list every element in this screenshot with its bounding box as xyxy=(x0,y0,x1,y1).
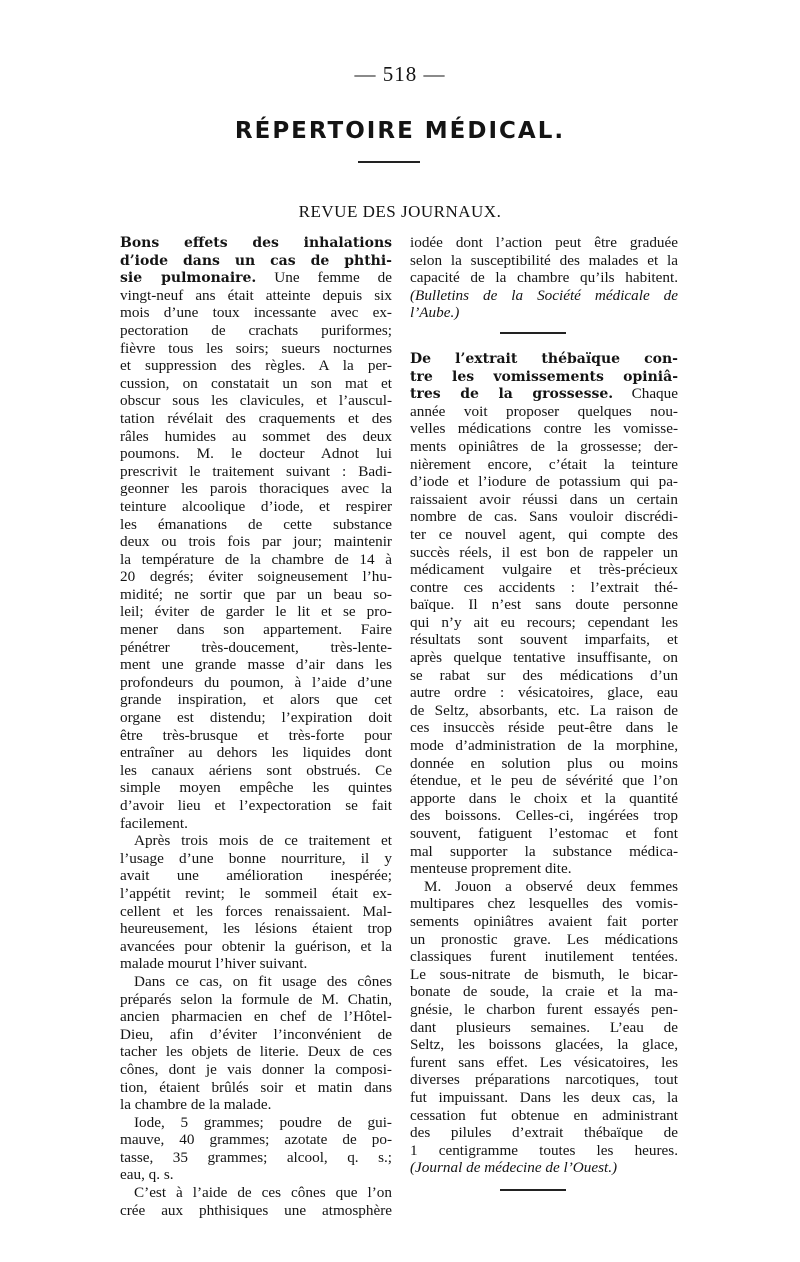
text-line xyxy=(410,1019,678,1037)
text-line xyxy=(410,913,678,931)
text-line xyxy=(120,1096,392,1114)
line-text: cussion, on constatait un son mat et xyxy=(120,374,392,392)
left-column xyxy=(120,234,392,1219)
text-line xyxy=(410,1054,678,1072)
line-text: simple moyen empêche les quintes xyxy=(120,779,392,797)
text-line xyxy=(120,480,392,498)
text-line xyxy=(410,649,678,667)
text-line xyxy=(120,920,392,938)
line-text: de Seltz, absorbants, etc. La raison de xyxy=(410,701,678,719)
text-line xyxy=(120,287,392,305)
line-text: ment une grande masse d’air dans les xyxy=(120,656,392,674)
page-title: RÉPERTOIRE MÉDICAL. xyxy=(234,118,566,144)
line-text: Iode, 5 grammes; poudre de gui- xyxy=(134,1113,392,1131)
text-line xyxy=(120,1149,392,1167)
line-text: Une femme de xyxy=(256,269,392,287)
line-text: d’avoir lieu et l’expectoration se fait xyxy=(120,797,392,814)
text-line xyxy=(410,420,678,438)
text-line xyxy=(120,304,392,322)
text-line xyxy=(120,498,392,516)
text-line xyxy=(410,579,678,597)
line-text: vingt-neuf ans était atteinte depuis six xyxy=(120,286,392,304)
article-separator xyxy=(500,1189,566,1191)
line-text: sements opiniâtres avaient fait porter xyxy=(410,912,678,930)
text-line xyxy=(410,931,678,949)
line-text: tasse, 35 grammes; alcool, q. s.; xyxy=(120,1148,392,1166)
text-line xyxy=(120,691,392,709)
text-line xyxy=(120,1061,392,1079)
line-text: classiques furent inutilement tentées. xyxy=(410,948,678,966)
line-text: et suppression des règles. A la per- xyxy=(120,357,392,375)
line-text: midité; ne sortir que par un beau so- xyxy=(120,585,392,603)
text-line xyxy=(120,656,392,674)
line-text: mal supporter la substance médica- xyxy=(410,842,678,860)
text-line xyxy=(410,1142,678,1160)
text-line xyxy=(410,966,678,984)
text-line xyxy=(120,744,392,762)
line-text: avancées pour obtenir la guérison, et la xyxy=(120,937,392,955)
text-line xyxy=(120,955,392,973)
line-text: après quelque tentative insuffisante, on xyxy=(410,649,678,667)
line-text: geonner les parois thoraciques avec la xyxy=(120,480,392,498)
text-line xyxy=(120,322,392,340)
text-line xyxy=(410,878,678,896)
line-text: ces insuccès réside peut-être dans le xyxy=(410,719,678,737)
text-line xyxy=(410,755,678,773)
text-line xyxy=(120,991,392,1009)
text-line xyxy=(410,1071,678,1089)
line-text: facilement. xyxy=(120,814,188,832)
article-heading: tres de la grossesse. xyxy=(410,386,614,403)
text-line xyxy=(120,428,392,446)
right-column xyxy=(410,234,678,1207)
citation: (Journal de médecine de l’Ouest.) xyxy=(410,1159,618,1177)
line-text: deux ou trois fois par jour; maintenir xyxy=(120,533,392,551)
page-number: — 518 — xyxy=(354,62,446,86)
text-line xyxy=(120,674,392,692)
line-text: fièvre tous les soirs; sueurs nocturnes xyxy=(120,339,392,357)
text-line xyxy=(410,631,678,649)
line-text: grande inspiration, et alors que cet xyxy=(120,691,392,709)
text-line xyxy=(120,1043,392,1061)
text-line xyxy=(120,1114,392,1132)
line-text: mener dans son appartement. Faire xyxy=(120,621,392,639)
line-text: eau, q. s. xyxy=(120,1166,174,1184)
line-text: heureusement, les lésions étaient trop xyxy=(120,920,392,938)
line-text: crée aux phthisiques une atmosphère xyxy=(120,1201,392,1219)
text-line xyxy=(410,473,678,491)
line-text: mois d’une toux incessante avec ex- xyxy=(120,304,392,322)
line-text: malade mourut l’hiver suivant. xyxy=(120,955,308,973)
line-text: furent sans effet. Les vésicatoires, les xyxy=(410,1053,678,1071)
text-line xyxy=(120,375,392,393)
text-line xyxy=(120,463,392,481)
line-text: ter ce nouvel agent, qui compte des xyxy=(410,525,678,543)
line-text: la température de la chambre de 14 à xyxy=(120,550,392,568)
line-text: année voit proposer quelques nou- xyxy=(410,402,678,420)
text-line xyxy=(120,445,392,463)
text-line xyxy=(410,825,678,843)
line-text: l’appétit revint; le sommeil était ex- xyxy=(120,884,392,902)
text-line xyxy=(120,603,392,621)
text-line xyxy=(120,1079,392,1097)
text-line xyxy=(120,1131,392,1149)
text-line xyxy=(120,269,392,287)
text-line xyxy=(410,403,678,421)
text-line xyxy=(120,815,392,833)
text-line xyxy=(120,779,392,797)
line-text: Dieu, afin d’éviter l’inconvénient de xyxy=(120,1025,392,1043)
article-heading: d’iode dans un cas de phthi- xyxy=(120,252,392,269)
text-line xyxy=(120,252,392,270)
text-line xyxy=(410,1001,678,1019)
text-line xyxy=(410,807,678,825)
line-text: menteuse proprement dite. xyxy=(410,860,572,878)
article-theba-extract xyxy=(410,350,678,1177)
line-text: multipares chez lesquelles des vomis- xyxy=(410,895,678,913)
text-line xyxy=(410,667,678,685)
text-line xyxy=(120,340,392,358)
line-text: ments opiniâtres de la grossesse; der- xyxy=(410,437,678,455)
text-line xyxy=(120,568,392,586)
text-line xyxy=(120,1026,392,1044)
text-line xyxy=(410,252,678,270)
text-line xyxy=(120,832,392,850)
line-text: qui n’y ait eu recours; cependant les xyxy=(410,613,678,631)
text-line xyxy=(120,1184,392,1202)
line-text: baïque. Il n’est sans doute personne xyxy=(410,596,678,614)
text-line xyxy=(120,1008,392,1026)
text-line xyxy=(120,938,392,956)
line-text: prescrivit le traitement suivant : Badi- xyxy=(120,462,392,480)
title-rule xyxy=(358,161,420,163)
line-text: d’iode et l’iodure de potassium qui pa- xyxy=(410,473,678,491)
text-line xyxy=(410,895,678,913)
line-text: Le sous-nitrate de bismuth, le bicar- xyxy=(410,965,678,983)
line-text: capacité de la chambre qu’ils habitent. xyxy=(410,269,678,287)
line-text: mauve, 40 grammes; azotate de po- xyxy=(120,1131,392,1149)
line-text: l’usage d’une bonne nourriture, il y xyxy=(120,849,392,867)
text-line xyxy=(410,1124,678,1142)
text-line xyxy=(120,867,392,885)
text-line xyxy=(120,586,392,604)
line-text: tation révélait des craquements et des xyxy=(120,409,392,427)
text-line xyxy=(120,903,392,921)
article-heading: Bons effets des inhalations xyxy=(120,235,392,251)
text-line xyxy=(120,1166,392,1184)
text-line xyxy=(410,350,678,368)
text-line xyxy=(120,885,392,903)
text-line xyxy=(120,973,392,991)
text-line xyxy=(410,508,678,526)
line-text: autre ordre : vésicatoires, glace, eau xyxy=(410,684,678,702)
line-text: nièrement encore, c’était la teinture xyxy=(410,455,678,473)
text-line xyxy=(120,709,392,727)
line-text: Chaque xyxy=(613,385,678,403)
article-iodine-conclusion xyxy=(410,234,678,322)
line-text: se rabat sur des médications d’un xyxy=(410,666,678,684)
text-line xyxy=(120,762,392,780)
text-line xyxy=(410,843,678,861)
text-line xyxy=(410,234,678,252)
text-line xyxy=(410,772,678,790)
text-line xyxy=(120,234,392,252)
line-text: les canaux aériens sont obstrués. Ce xyxy=(120,761,392,779)
line-text: médicament vulgaire et très-précieux xyxy=(410,561,678,579)
line-text: Après trois mois de ce traitement et xyxy=(134,832,392,850)
text-line xyxy=(410,790,678,808)
line-text: velles médications contre les vomisse- xyxy=(410,420,678,438)
text-line xyxy=(410,287,678,305)
line-text: les émanations de cette substance xyxy=(120,515,392,533)
text-line xyxy=(120,850,392,868)
line-text: succès réels, il est bon de rappeler un xyxy=(410,543,678,561)
section-title: REVUE DES JOURNAUX. xyxy=(298,202,502,221)
text-line xyxy=(410,702,678,720)
text-line xyxy=(410,860,678,878)
line-text: 1 centigramme toutes les heures. xyxy=(410,1141,678,1159)
line-text: contre ces accidents : l’extrait thé- xyxy=(410,578,678,596)
citation: l’Aube.) xyxy=(410,304,460,322)
line-text: souvent, fatiguent l’estomac et font xyxy=(410,825,678,842)
text-line xyxy=(410,269,678,287)
line-text: résultats sont souvent imparfaits, et xyxy=(410,631,678,649)
article-heading: tre les vomissements opiniâ- xyxy=(410,368,678,385)
text-line xyxy=(120,621,392,639)
line-text: la chambre de la malade. xyxy=(120,1096,272,1114)
line-text: poumons. M. le docteur Adnot lui xyxy=(120,445,392,463)
line-text: ancien pharmacien en chef de l’Hôtel- xyxy=(120,1008,392,1026)
text-line xyxy=(410,544,678,562)
line-text: un pronostic grave. Les médications xyxy=(410,930,678,948)
line-text: fut impuissant. Dans les deux cas, la xyxy=(410,1088,678,1106)
line-text: 20 degrés; éviter soigneusement l’hu- xyxy=(120,568,392,586)
article-separator xyxy=(500,332,566,334)
line-text: cellent et les forces renaissaient. Mal- xyxy=(120,902,392,920)
text-line xyxy=(120,797,392,815)
text-line xyxy=(410,368,678,386)
line-text: Seltz, les boissons glacées, la glace, xyxy=(410,1036,678,1054)
line-text: mode d’administration de la morphine, xyxy=(410,737,678,755)
text-line xyxy=(410,1089,678,1107)
line-text: pénétrer très-doucement, très-lente- xyxy=(120,638,392,656)
text-line xyxy=(410,737,678,755)
text-line xyxy=(410,491,678,509)
text-line xyxy=(410,1107,678,1125)
line-text: dant plusieurs semaines. L’eau de xyxy=(410,1018,678,1036)
text-line xyxy=(120,533,392,551)
text-line xyxy=(410,438,678,456)
text-line xyxy=(120,392,392,410)
line-text: iodée dont l’action peut être graduée xyxy=(410,234,678,251)
text-line xyxy=(120,516,392,534)
article-heading: sie pulmonaire. xyxy=(120,270,257,287)
text-line xyxy=(410,526,678,544)
text-line xyxy=(410,561,678,579)
line-text: obscur sous les clavicules, et l’auscul- xyxy=(120,392,392,410)
line-text: teinture alcoolique d’iode, et respirer xyxy=(120,497,392,515)
line-text: entraîner au dehors les liquides dont xyxy=(120,744,392,762)
text-line xyxy=(410,983,678,1001)
line-text: M. Jouon a observé deux femmes xyxy=(424,877,678,895)
text-line xyxy=(120,357,392,375)
text-line xyxy=(120,1202,392,1220)
line-text: préparés selon la formule de M. Chatin, xyxy=(120,990,392,1008)
citation: (Bulletins de la Société médicale de xyxy=(410,286,678,304)
line-text: apporte dans le choix et la quantité xyxy=(410,789,678,807)
text-line xyxy=(410,596,678,614)
line-text: cônes, dont je vais donner la composi- xyxy=(120,1060,392,1078)
line-text: profondeurs du poumon, à l’aide d’une xyxy=(120,673,392,691)
line-text: cessation fut obtenue en administrant xyxy=(410,1106,678,1124)
line-text: nombre de cas. Sans vouloir discrédi- xyxy=(410,508,678,526)
line-text: organe est distendu; l’expiration doit xyxy=(120,709,392,727)
text-line xyxy=(120,727,392,745)
line-text: des boissons. Celles-ci, ingérées trop xyxy=(410,807,678,825)
line-text: râles humides au sommet des deux xyxy=(120,427,392,445)
article-heading: De l’extrait thébaïque con- xyxy=(410,350,678,367)
line-text: tacher les objets de literie. Deux de ces xyxy=(120,1043,392,1061)
line-text: C’est à l’aide de ces cônes que l’on xyxy=(134,1184,392,1202)
text-line xyxy=(410,304,678,322)
line-text: être très-brusque et très-forte pour xyxy=(120,726,392,744)
line-text: gnésie, le charbon furent essayés pen- xyxy=(410,1000,678,1018)
line-text: donnée en solution plus ou moins xyxy=(410,754,678,772)
line-text: avait une amélioration inespérée; xyxy=(120,867,392,885)
text-line xyxy=(410,1036,678,1054)
line-text: selon la susceptibilité des malades et la xyxy=(410,251,678,269)
text-line xyxy=(410,684,678,702)
line-text: leil; éviter de garder le lit et se pro- xyxy=(120,603,392,621)
line-text: des pilules d’extrait thébaïque de xyxy=(410,1124,678,1142)
text-line xyxy=(410,719,678,737)
text-line xyxy=(410,948,678,966)
text-line xyxy=(410,1159,678,1177)
line-text: diverses préparations narcotiques, tout xyxy=(410,1071,678,1089)
text-line xyxy=(410,385,678,403)
line-text: tion, étaient brûlés soir et matin dans xyxy=(120,1078,392,1096)
text-line xyxy=(120,551,392,569)
text-line xyxy=(410,614,678,632)
text-line xyxy=(410,456,678,474)
line-text: Dans ce cas, on fit usage des cônes xyxy=(134,972,392,990)
text-line xyxy=(120,410,392,428)
line-text: raissaient avoir réussi dans un certain xyxy=(410,490,678,508)
text-line xyxy=(120,639,392,657)
line-text: étendue, et le peu de sévérité que l’on xyxy=(410,772,678,790)
line-text: pectoration de crachats puriformes; xyxy=(120,321,392,339)
line-text: bonate de soude, la craie et la ma- xyxy=(410,983,678,1001)
